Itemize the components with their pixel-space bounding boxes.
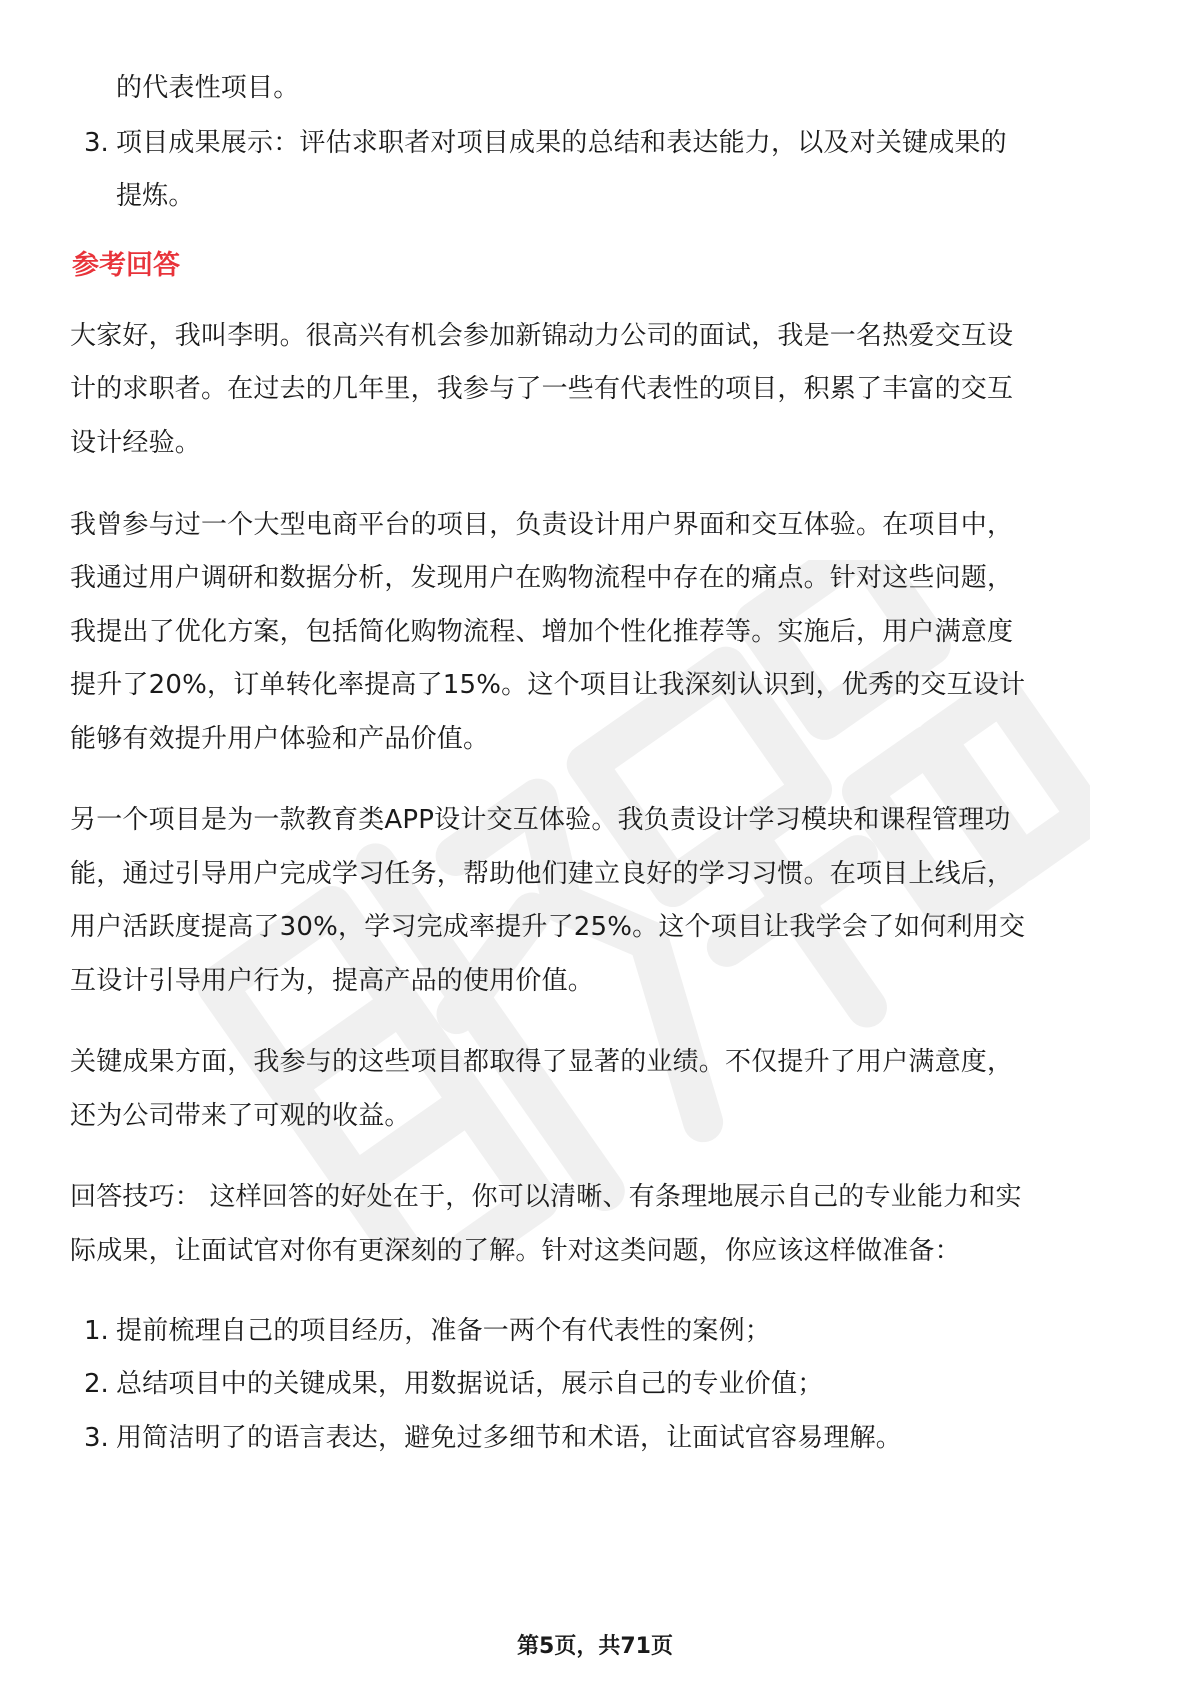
paragraph-1-line-2: 计的求职者。在过去的几年里，我参与了一些有代表性的项目，积累了丰富的交互 <box>70 374 1014 404</box>
paragraph-3-line-2: 能，通过引导用户完成学习任务，帮助他们建立良好的学习习惯。在项目上线后， <box>70 859 1014 889</box>
paragraph-2-line-1: 我曾参与过一个大型电商平台的项目，负责设计用户界面和交互体验。在项目中， <box>70 510 1014 540</box>
list-item-3-line-2: 提炼。 <box>116 181 195 211</box>
section-heading: 参考回答 <box>72 250 180 281</box>
paragraph-3-line-1: 另一个项目是为一款教育类APP设计交互体验。我负责设计学习模块和课程管理功 <box>70 805 1011 835</box>
paragraph-3-line-4: 互设计引导用户行为，提高产品的使用价值。 <box>70 966 595 996</box>
tip-1-number: 1. <box>84 1316 109 1346</box>
paragraph-2-line-5: 能够有效提升用户体验和产品价值。 <box>70 724 490 754</box>
paragraph-5-line-1: 回答技巧： 这样回答的好处在于，你可以清晰、有条理地展示自己的专业能力和实 <box>70 1182 1022 1212</box>
paragraph-3-line-3: 用户活跃度提高了30%，学习完成率提升了25%。这个项目让我学会了如何利用交 <box>70 912 1026 942</box>
paragraph-2-line-2: 我通过用户调研和数据分析，发现用户在购物流程中存在的痛点。针对这些问题， <box>70 563 1014 593</box>
paragraph-5-line-2: 际成果，让面试官对你有更深刻的了解。针对这类问题，你应该这样做准备： <box>70 1236 961 1266</box>
tip-1-text: 提前梳理自己的项目经历，准备一两个有代表性的案例； <box>116 1316 772 1346</box>
tip-3-number: 3. <box>84 1423 109 1453</box>
list-item-2-continuation: 的代表性项目。 <box>116 73 300 103</box>
paragraph-4-line-2: 还为公司带来了可观的收益。 <box>70 1101 411 1131</box>
paragraph-1-line-1: 大家好，我叫李明。很高兴有机会参加新锦动力公司的面试，我是一名热爱交互设 <box>70 321 1014 351</box>
paragraph-1-line-3: 设计经验。 <box>70 428 202 458</box>
tip-2-number: 2. <box>84 1369 109 1399</box>
paragraph-2-line-4: 提升了20%，订单转化率提高了15%。这个项目让我深刻认识到，优秀的交互设计 <box>70 670 1026 700</box>
list-item-3-line-1: 项目成果展示：评估求职者对项目成果的总结和表达能力，以及对关键成果的 <box>116 128 1007 158</box>
paragraph-4-line-1: 关键成果方面，我参与的这些项目都取得了显著的业绩。不仅提升了用户满意度， <box>70 1047 1014 1077</box>
tip-2-text: 总结项目中的关键成果，用数据说话，展示自己的专业价值； <box>116 1369 824 1399</box>
page-indicator: 第5页，共71页 <box>517 1634 673 1659</box>
tip-3-text: 用简洁明了的语言表达，避免过多细节和术语，让面试官容易理解。 <box>116 1423 903 1453</box>
paragraph-2-line-3: 我提出了优化方案，包括简化购物流程、增加个性化推荐等。实施后，用户满意度 <box>70 617 1014 647</box>
list-item-3-number: 3. <box>84 128 109 158</box>
